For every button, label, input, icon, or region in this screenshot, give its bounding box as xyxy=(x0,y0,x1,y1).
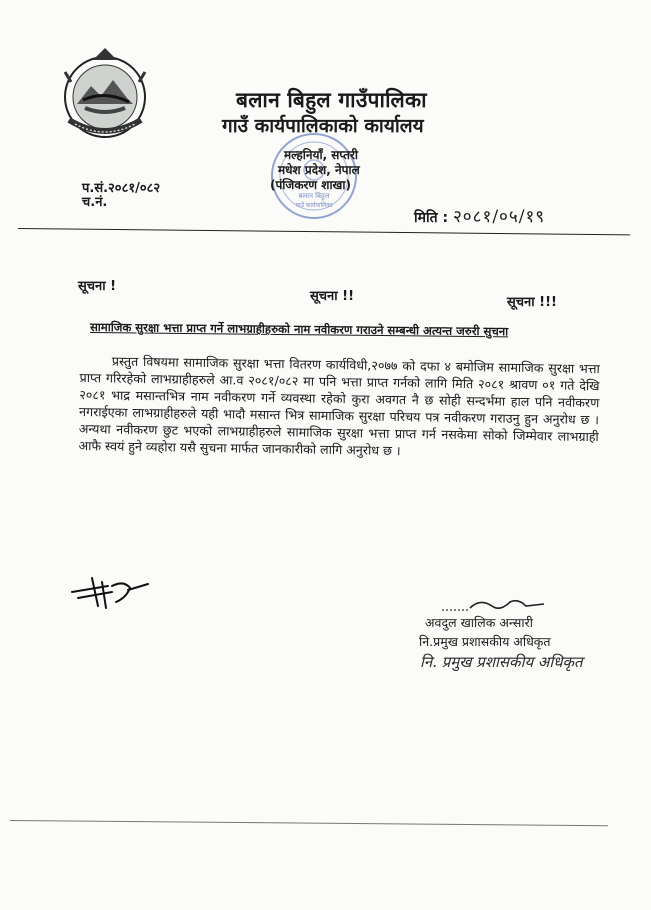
address-line-2: मधेश प्रदेश, नेपाल xyxy=(278,163,360,177)
right-signature xyxy=(440,596,550,616)
notice-heading-1: सूचना ! xyxy=(78,279,117,294)
header-divider xyxy=(18,228,630,235)
office-subtitle: गाउँ कार्यपालिकाको कार्यालय xyxy=(222,115,424,137)
date-label: मिति : xyxy=(414,210,449,226)
section-name: (पंजिकरण शाखा) xyxy=(270,178,351,192)
footer-divider xyxy=(10,820,608,826)
notice-subject: सामाजिक सुरक्षा भत्ता प्राप्त गर्ने लाभग्राहीहरुको नाम नवीकरण गराउने सम्बन्धी अत्यन्त जरुरी सुचना xyxy=(89,320,509,339)
address-line-1: मल्हनियाँ, सप्तरी xyxy=(284,148,358,162)
date-value: २०८१/०५/१९ xyxy=(452,207,546,227)
notice-heading-2: सूचना !! xyxy=(310,289,355,304)
letter-reference-number: प.सं.२०८१/०८२ xyxy=(82,181,161,196)
nepal-emblem-logo xyxy=(55,42,155,142)
dispatch-number-label: च.नं. xyxy=(82,195,108,210)
left-signature xyxy=(68,572,158,612)
letter-date xyxy=(414,204,545,227)
signatory-designation-stamp: नि. प्रमुख प्रशासकीय अधिकृत xyxy=(420,653,583,671)
svg-text:बलान बिहुल: बलान बिहुल xyxy=(298,192,330,200)
signatory-name: अवदुल खालिक अन्सारी xyxy=(425,615,533,630)
office-title: बलान बिहुल गाउँपालिका xyxy=(236,88,427,112)
notice-heading-3: सूचना !!! xyxy=(507,295,557,310)
svg-text:गाउँ कार्यपालिका: गाउँ कार्यपालिका xyxy=(295,202,333,209)
signatory-title: नि.प्रमुख प्रशासकीय अधिकृत xyxy=(419,634,551,649)
notice-body: प्रस्तुत विषयमा सामाजिक सुरक्षा भत्ता वितरण कार्यविधी,२०७७ को दफा ४ बमोजिम सामाजिक सुरक्षा भत्ता प्राप्त गरिरहेको लाभग्राहीहरुले आ.व २०८१/०८२ मा पनि भत्ता प्राप्त गर्नको लागि मिति २०८१ श्रावण ०१ गते देखि २०८१ भाद्र मसान्तभित्र नाम नवीकरण गर्ने व्यवस्था रहेको कुरा अवगत नै छ सोही सन्दर्भमा हाल पनि नवीकरण नगराईएका लाभग्राहीहरुले यही भादौ मसान्त भित्र सामाजिक सुरक्षा परिचय पत्र नवीकरण गराउनु हुन अनुरोध छ । अन्यथा नवीकरण छुट भएको लाभग्राहीहरुले सामाजिक सुरक्षा भत्ता प्राप्त गर्न नसकेमा सोको जिम्मेवार लाभग्राही आफै स्वयं हुने व्यहोरा यसै सुचना मार्फत जानकारीको लागि अनुरोध छ । xyxy=(78,353,600,459)
